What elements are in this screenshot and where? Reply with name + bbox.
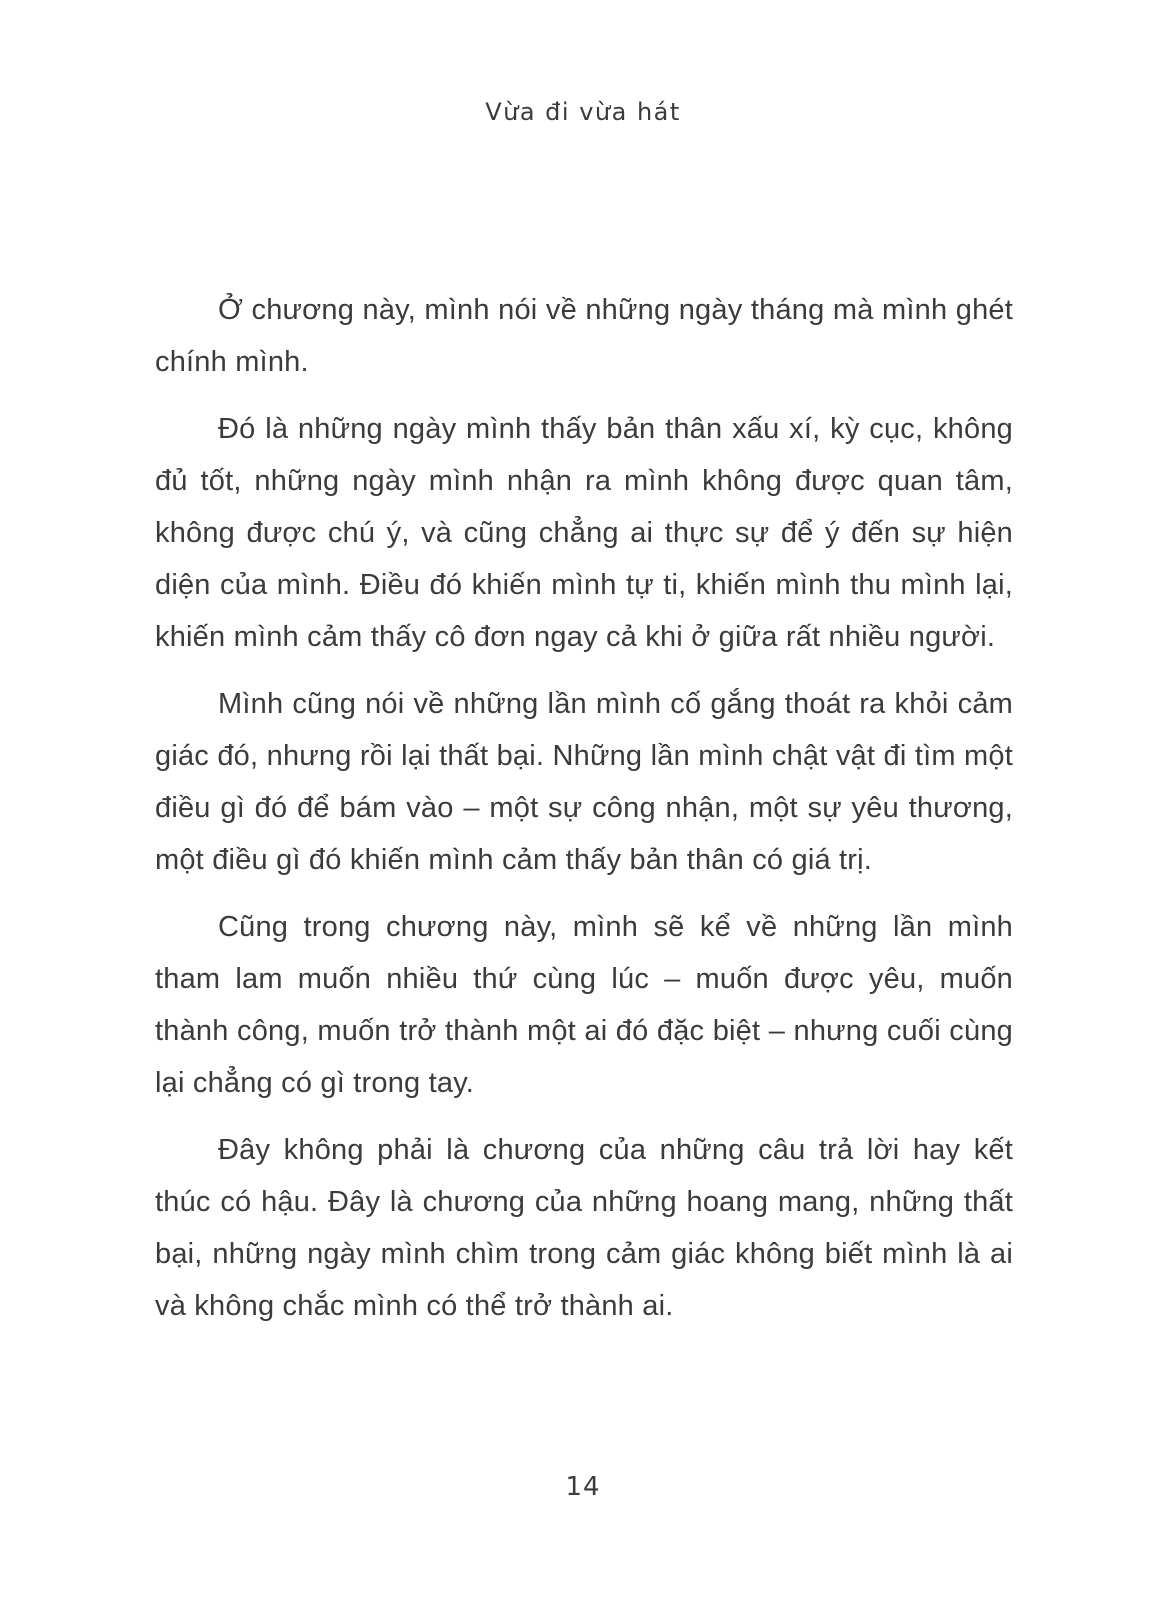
page-body — [155, 284, 1013, 1347]
page-number: 14 — [565, 1472, 601, 1502]
paragraph: Ở chương này, mình nói về những ngày tháng mà mình ghét chính mình. — [155, 294, 1013, 378]
paragraph: Đó là những ngày mình thấy bản thân xấu xí, kỳ cục, không đủ tốt, những ngày mình nhận ra mình không được quan tâm, không được chú ý, và cũng chẳng ai thực sự để ý đến sự hiện diện của mình. Điều đó khiến mình tự ti, khiến mình thu mình lại, khiến mình cảm thấy cô đơn ngay cả khi ở giữa rất nhiều người. — [155, 413, 1013, 653]
paragraph: Cũng trong chương này, mình sẽ kể về những lần mình tham lam muốn nhiều thứ cùng lúc – muốn được yêu, muốn thành công, muốn trở thành một ai đó đặc biệt – nhưng cuối cùng lại chẳng có gì trong tay. — [155, 911, 1013, 1099]
paragraph: Mình cũng nói về những lần mình cố gắng thoát ra khỏi cảm giác đó, nhưng rồi lại thất bại. Những lần mình chật vật đi tìm một điều gì đó để bám vào – một sự công nhận, một sự yêu thương, một điều gì đó khiến mình cảm thấy bản thân có giá trị. — [155, 688, 1013, 876]
running-header: Vừa đi vừa hát — [485, 98, 681, 126]
paragraph: Đây không phải là chương của những câu trả lời hay kết thúc có hậu. Đây là chương của những hoang mang, những thất bại, những ngày mình chìm trong cảm giác không biết mình là ai và không chắc mình có thể trở thành ai. — [155, 1134, 1013, 1322]
